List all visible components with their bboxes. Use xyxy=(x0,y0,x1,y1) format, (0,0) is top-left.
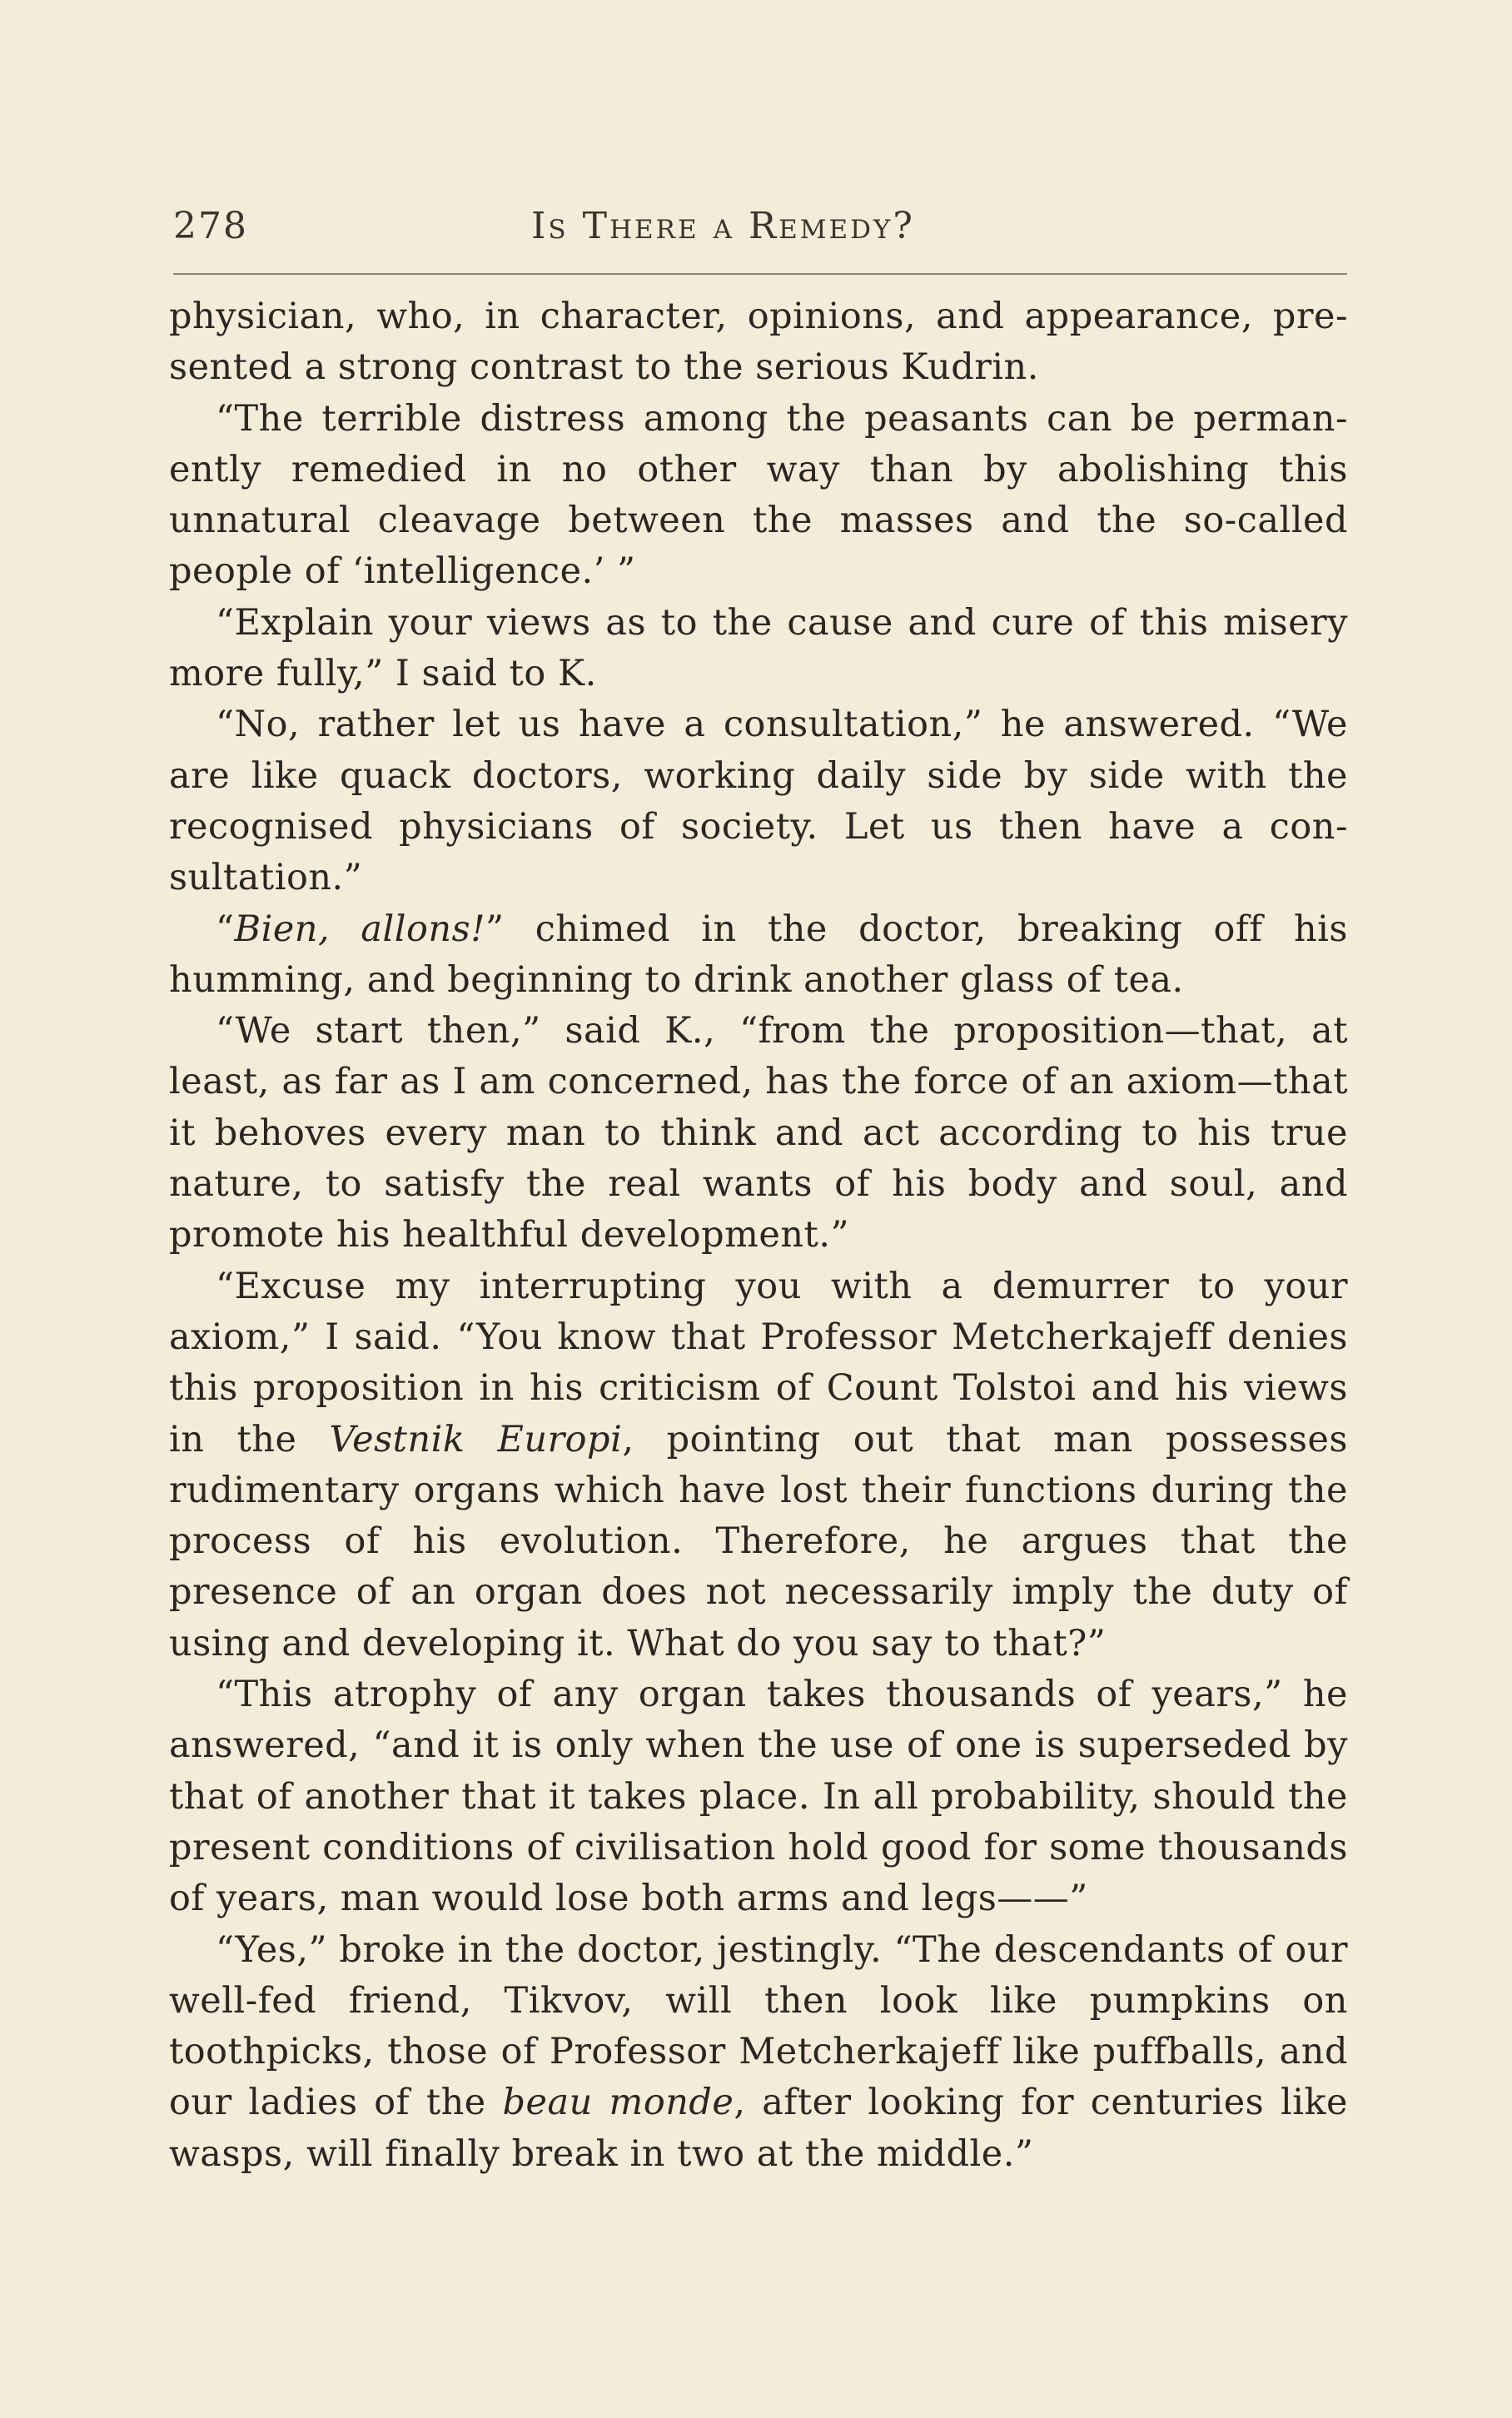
header-rule xyxy=(173,273,1347,275)
page-header xyxy=(173,205,1339,255)
italic-text: Vestnik Europi xyxy=(329,1418,623,1460)
text-run: physician, who, in character, opinions, and appearance, pre-sented a strong contrast to the serious Kudrin. xyxy=(169,296,1348,389)
paragraph xyxy=(169,291,1348,394)
text-run: “No, rather let us have a consultation,” he answered. “We are like quack doctors, working daily side by side with the recognised physicians of society. Let us then have a con-sultation.” xyxy=(169,704,1348,899)
text-run: “Yes,” broke in the doctor, jestingly. “The descendants of our well-fed friend, Tikvov, will then look like pumpkins on toothpicks, those of Professor Metcherkajeff like puffballs, and our ladies of the xyxy=(169,1928,1348,2124)
text-run: “Explain your views as to the cause and cure of this misery more fully,” I said to K. xyxy=(169,601,1348,695)
italic-text: Bien, allons! xyxy=(234,908,485,950)
text-run: “We start then,” said K., “from the proposition—that, at least, as far as I am concerned, has the force of an axiom—that it behoves every man to think and act according to his true nature, to satisfy the real wants of his body and soul, and promote his healthful development.” xyxy=(169,1010,1348,1256)
page-number: 278 xyxy=(173,205,248,247)
paragraph xyxy=(169,904,1348,1007)
paragraph xyxy=(169,1669,1348,1924)
text-run: ” chimed in the doctor, breaking off his humming, and beginning to drink another glass of tea. xyxy=(169,908,1348,1001)
text-run: , pointing out that man possesses rudimentary organs which have lost their functions during the process of his evolution. Therefore, he argues that the presence of an organ does not necessarily imply the duty of using and developing it. What do you say to that?” xyxy=(169,1418,1348,1664)
text-run: “This atrophy of any organ takes thousands of years,” he answered, “and it is only when the use of one is superseded by that of another that it takes place. In all probability, should the present conditions of civilisation hold good for some thousands of years, man would lose both arms and legs——” xyxy=(169,1674,1348,1920)
text-run: , after looking for centuries like wasps, will finally break in two at the middle.” xyxy=(169,2082,1348,2175)
body-text xyxy=(169,291,1348,2180)
text-run: “The terrible distress among the peasants can be perman-ently remedied in no other way than by abolishing this unnatural cleavage between the masses and the so-called people of ‘intelligence.’ ” xyxy=(169,397,1348,593)
paragraph xyxy=(169,1261,1348,1669)
italic-text: beau monde xyxy=(502,2082,734,2124)
paragraph xyxy=(169,394,1348,598)
paragraph xyxy=(169,699,1348,903)
paragraph xyxy=(169,1925,1348,2180)
paragraph xyxy=(169,1006,1348,1261)
text-run: “ xyxy=(216,908,235,950)
paragraph xyxy=(169,598,1348,700)
text-run: “Excuse my interrupting you with a demurrer to your axiom,” I said. “You know that Professor Metcherkajeff denies this proposition in his criticism of Count Tolstoi and his views in the xyxy=(169,1265,1348,1460)
running-head: Is There a Remedy? xyxy=(531,205,915,247)
